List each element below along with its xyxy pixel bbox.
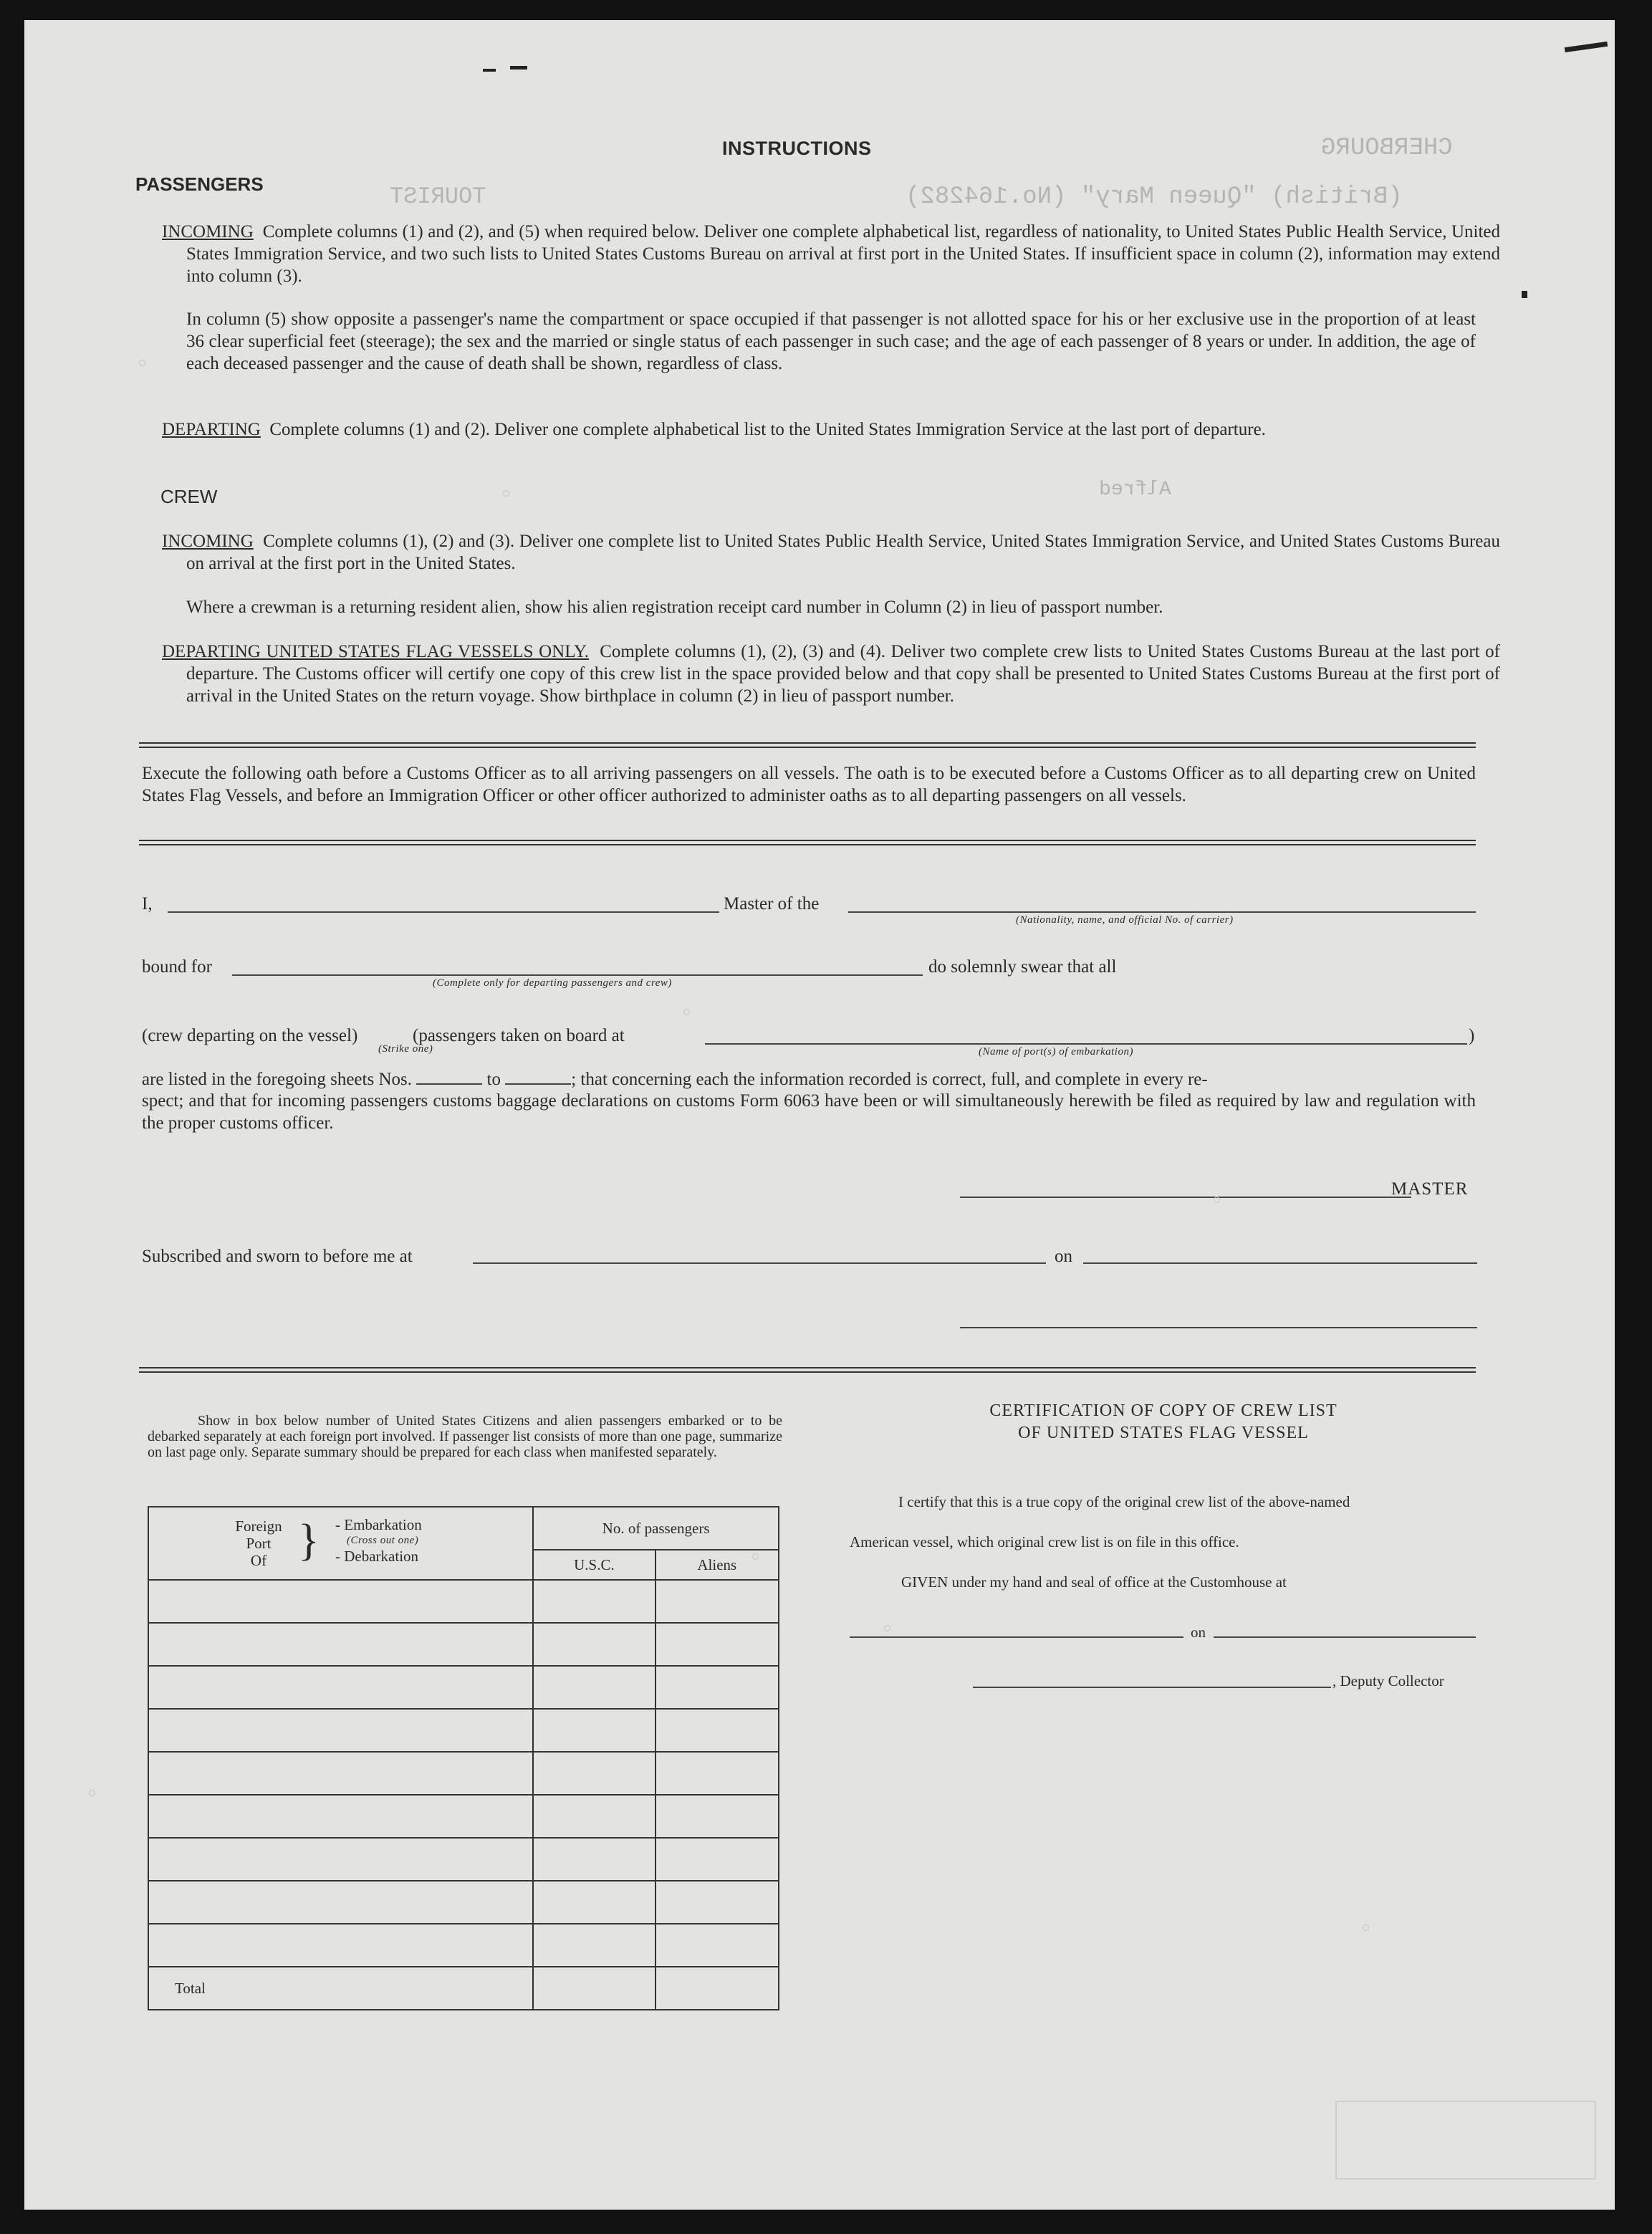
passengers-departing-text: Complete columns (1) and (2). Deliver one complete alphabetical list to the United States Immigration Service at the last port of departure.	[269, 420, 1266, 439]
no-passengers-header: No. of passengers	[533, 1507, 779, 1550]
crew-resident-paragraph: Where a crewman is a returning resident alien, show his alien registration receipt card number in Column (2) in lieu of passport number.	[186, 598, 1163, 617]
total-label: Total	[148, 1967, 533, 2010]
crew-departing-label: DEPARTING UNITED STATES FLAG VESSELS ONLY.	[162, 642, 590, 661]
aliens-header: Aliens	[655, 1550, 779, 1580]
summary-instructions: Show in box below number of United States Citizens and alien passengers embarked or to be debarked separately at each foreign port involved. If passenger list consists of more than one page, summarize on last page only. Separate summary should be prepared for each class when manifested separately.	[148, 1413, 782, 1460]
strike-hint: (Strike one)	[378, 1043, 433, 1055]
scan-mark	[483, 69, 496, 72]
port-cell[interactable]	[148, 1838, 533, 1881]
crew-incoming-label: INCOMING	[162, 532, 254, 551]
paper-speck	[752, 1553, 759, 1560]
certification-on-label: on	[1191, 1624, 1206, 1641]
listed-sheets-continuation: ; that concerning each the information recorded is correct, full, and complete in every re-	[571, 1070, 1208, 1089]
master-of-label: Master of the	[724, 894, 820, 914]
bleed-through-text: TOURIST	[390, 183, 486, 210]
carrier-hint: (Nationality, name, and official No. of carrier)	[1016, 914, 1234, 926]
aliens-cell[interactable]	[655, 1623, 779, 1666]
paper-speck	[683, 1009, 690, 1015]
paper-speck	[503, 490, 509, 497]
to-label: to	[486, 1070, 501, 1089]
master-name-field[interactable]	[168, 911, 719, 913]
embarkation-option[interactable]: - Embarkation	[335, 1516, 422, 1533]
bound-for-hint: (Complete only for departing passengers and crew)	[433, 977, 672, 989]
port-label-port: Port	[246, 1535, 272, 1552]
table-row	[148, 1752, 779, 1795]
aliens-cell[interactable]	[655, 1752, 779, 1795]
passengers-incoming-label: INCOMING	[162, 222, 254, 241]
scan-mark	[1522, 291, 1527, 298]
scan-mark	[1565, 42, 1608, 52]
aliens-cell[interactable]	[655, 1838, 779, 1881]
usc-cell[interactable]	[533, 1924, 655, 1967]
oath-i-label: I,	[142, 894, 153, 914]
deputy-collector-label: , Deputy Collector	[1332, 1672, 1444, 1689]
embarkation-hint: (Name of port(s) of embarkation)	[979, 1046, 1133, 1058]
port-header-cell	[148, 1507, 533, 1580]
page-title: INSTRUCTIONS	[722, 138, 872, 159]
table-row	[148, 1838, 779, 1881]
usc-cell[interactable]	[533, 1666, 655, 1709]
table-row	[148, 1623, 779, 1666]
bleed-through-text: (British) "Queen Mary" (No.164282)	[906, 183, 1403, 211]
port-cell[interactable]	[148, 1795, 533, 1838]
carrier-field[interactable]	[848, 911, 1476, 913]
paper-speck	[1363, 1924, 1369, 1931]
total-row	[148, 1967, 779, 2010]
usc-cell[interactable]	[533, 1623, 655, 1666]
listed-sheets-paragraph: spect; and that for incoming passengers customs baggage declarations on customs Form 6063 have been or will simultaneously herewith be filed as required by law and regulation with the proper customs officer.	[142, 1091, 1476, 1133]
oath-intro-paragraph: Execute the following oath before a Customs Officer as to all arriving passengers on all vessels. The oath is to be executed before a Customs Officer as to all departing crew on United States Flag Vessels, and before an Immigration Officer or other officer authorized to administer oaths as to all departing passengers on all vessels.	[142, 764, 1476, 805]
crew-incoming-paragraph	[162, 530, 1500, 575]
divider	[139, 1367, 1476, 1373]
table-row	[148, 1924, 779, 1967]
usc-header: U.S.C.	[533, 1550, 655, 1580]
paper-speck	[884, 1625, 890, 1631]
certification-title-line-1: CERTIFICATION OF COPY OF CREW LIST	[989, 1401, 1338, 1420]
table-row	[148, 1881, 779, 1924]
total-usc-cell[interactable]	[533, 1967, 655, 2010]
column5-paragraph: In column (5) show opposite a passenger's name the compartment or space occupied if that passenger is not allotted space for his or her exclusive use in the proportion of at least 36 clear superficial feet (steerage); the sex and the married or single status of each passenger in such case; and the age of each passenger of 8 years or under. In addition, the age of each deceased passenger and the cause of death shall be shown, regardless of class.	[186, 310, 1476, 373]
customhouse-field[interactable]	[850, 1636, 1183, 1638]
sworn-on-label: on	[1055, 1247, 1072, 1266]
paper-speck	[1214, 1197, 1220, 1203]
usc-cell[interactable]	[533, 1709, 655, 1752]
section-title-passengers: PASSENGERS	[135, 173, 264, 195]
table-row	[148, 1666, 779, 1709]
port-cell[interactable]	[148, 1881, 533, 1924]
passengers-incoming-paragraph	[162, 221, 1500, 287]
close-paren: )	[1469, 1026, 1475, 1045]
usc-cell[interactable]	[533, 1881, 655, 1924]
passengers-taken-option[interactable]: (passengers taken on board at	[413, 1026, 625, 1045]
passengers-incoming-text: Complete columns (1) and (2), and (5) when required below. Deliver one complete alphabetical list, regardless of nationality, to United States Public Health Service, United States Immigration Service, and two such lists to United States Customs Bureau on arrival at first port in the United States. If insufficient space in column (2), information may extend into column (3).	[186, 222, 1501, 286]
passengers-departing-paragraph	[162, 418, 1500, 441]
crew-departing-paragraph	[162, 641, 1500, 707]
port-cell[interactable]	[148, 1924, 533, 1967]
certification-title	[855, 1400, 1471, 1444]
paper-speck	[139, 360, 145, 366]
swear-label: do solemnly swear that all	[928, 957, 1117, 977]
officer-signature-field[interactable]	[960, 1327, 1477, 1328]
divider	[139, 742, 1476, 748]
table-row	[148, 1580, 779, 1623]
port-label-of: Of	[250, 1552, 267, 1569]
vessel-text: American vessel, which original crew list is on file in this office.	[850, 1533, 1239, 1550]
port-label-foreign: Foreign	[235, 1518, 282, 1535]
cross-out-hint: (Cross out one)	[347, 1535, 419, 1546]
aliens-cell[interactable]	[655, 1881, 779, 1924]
certification-title-line-2: OF UNITED STATES FLAG VESSEL	[1018, 1424, 1309, 1442]
port-cell[interactable]	[148, 1623, 533, 1666]
total-aliens-cell[interactable]	[655, 1967, 779, 2010]
port-cell[interactable]	[148, 1709, 533, 1752]
crew-departing-text: Complete columns (1), (2), (3) and (4). Deliver two complete crew lists to United States Customs Bureau at the last port of departure. The Customs officer will certify one copy of this crew list in the space provided below and that copy shall be presented to United States Customs Bureau at the first port of arrival in the United States on the return voyage. Show birthplace in column (2) in lieu of passport number.	[186, 642, 1500, 706]
sworn-place-field[interactable]	[473, 1262, 1046, 1264]
aliens-cell[interactable]	[655, 1666, 779, 1709]
crew-incoming-text: Complete columns (1), (2) and (3). Deliver one complete list to United States Public Health Service, United States Immigration Service, and United States Customs Bureau on arrival at the first port in the United States.	[186, 532, 1500, 573]
usc-cell[interactable]	[533, 1580, 655, 1623]
paper-speck	[89, 1790, 95, 1796]
scan-mark	[510, 66, 527, 69]
divider	[139, 840, 1476, 845]
listed-sheets-text: are listed in the foregoing sheets Nos.	[142, 1070, 412, 1089]
sheet-to-field[interactable]	[505, 1068, 571, 1085]
master-label: MASTER	[1391, 1179, 1469, 1199]
listed-sheets-line	[142, 1068, 1476, 1090]
aliens-cell[interactable]	[655, 1924, 779, 1967]
bound-for-label: bound for	[142, 957, 212, 977]
aliens-cell[interactable]	[655, 1580, 779, 1623]
certification-date-field[interactable]	[1214, 1636, 1476, 1638]
given-text: GIVEN under my hand and seal of office at the Customhouse at	[901, 1573, 1287, 1591]
usc-cell[interactable]	[533, 1752, 655, 1795]
certify-text: I certify that this is a true copy of the original crew list of the above-named	[898, 1493, 1350, 1510]
debarkation-option[interactable]: - Debarkation	[335, 1548, 419, 1565]
form-page	[24, 20, 1615, 2210]
usc-cell[interactable]	[533, 1838, 655, 1881]
aliens-cell[interactable]	[655, 1709, 779, 1752]
passenger-summary-table	[148, 1506, 779, 2010]
deputy-signature-field[interactable]	[973, 1687, 1331, 1688]
sworn-date-field[interactable]	[1083, 1262, 1477, 1264]
table-row	[148, 1795, 779, 1838]
usc-cell[interactable]	[533, 1795, 655, 1838]
master-signature-field[interactable]	[960, 1197, 1411, 1198]
port-cell[interactable]	[148, 1752, 533, 1795]
bleed-through-text: Alfred	[1099, 479, 1171, 501]
bleed-through-text: CHERBOURG	[1321, 135, 1453, 162]
bound-for-field[interactable]	[232, 974, 923, 976]
table-row	[148, 1709, 779, 1752]
port-cell[interactable]	[148, 1580, 533, 1623]
section-title-crew: CREW	[160, 486, 218, 507]
port-cell[interactable]	[148, 1666, 533, 1709]
brace-icon: }	[298, 1516, 320, 1565]
sheet-from-field[interactable]	[416, 1068, 482, 1085]
aliens-cell[interactable]	[655, 1795, 779, 1838]
crew-departing-option[interactable]: (crew departing on the vessel)	[142, 1026, 358, 1045]
bleed-through-stamp	[1335, 2101, 1596, 2180]
embarkation-port-field[interactable]	[705, 1043, 1467, 1045]
subscribed-label: Subscribed and sworn to before me at	[142, 1247, 413, 1266]
passengers-departing-label: DEPARTING	[162, 420, 261, 439]
